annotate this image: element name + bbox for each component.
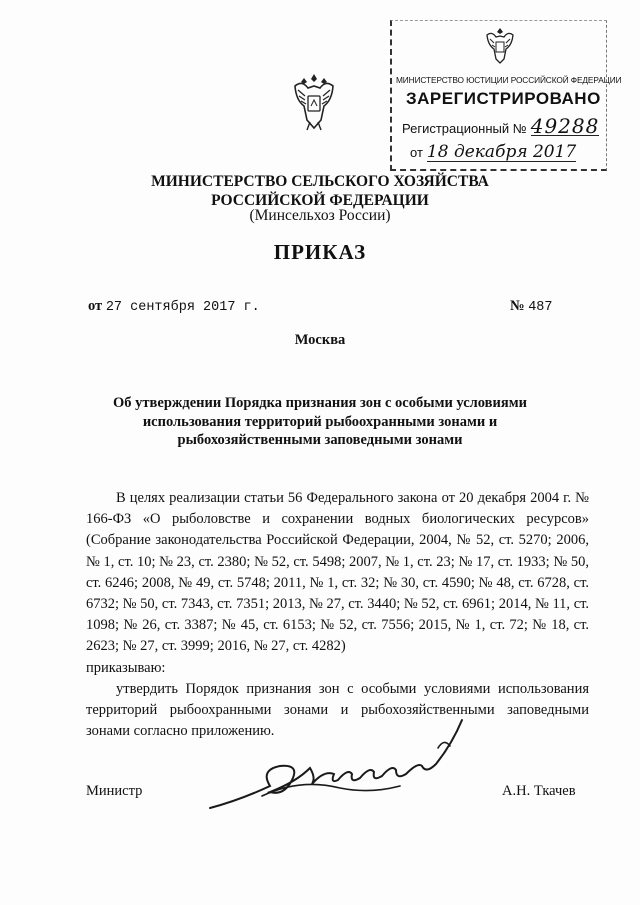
ministry-name	[120, 172, 520, 210]
subject-line1: Об утверждении Порядка признания зон с особыми условиями	[113, 395, 527, 411]
stamp-status: ЗАРЕГИСТРИРОВАНО	[406, 89, 601, 108]
order-date-value: 27 сентября 2017 г.	[105, 300, 260, 315]
coat-of-arms-icon	[290, 70, 338, 136]
order-number-value: 487	[528, 300, 553, 315]
registration-stamp	[390, 20, 622, 171]
document-type: ПРИКАЗ	[273, 240, 367, 264]
ministry-name-line2: РОССИЙСКОЙ ФЕДЕРАЦИИ	[211, 192, 429, 209]
signer-position: Министр	[86, 783, 143, 799]
order-date-label: от	[88, 298, 103, 314]
preamble-paragraph: В целях реализации статьи 56 Федерального закона от 20 декабря 2004 г. № 166-ФЗ «О рыболовстве и сохранении водных биологических ресурсов» (Собрание законодательства Российской Федерации, 2004, № 52, ст. 5270; 2006, № 1, ст. 10; № 23, ст. 2380; № 52, ст. 5498; 2007, № 1, ст. 23; № 17, ст. 1933; № 50, ст. 6246; 2008, № 49, ст. 5748; 2011, № 1, ст. 32; № 30, ст. 4590; № 48, ст. 6728, ст. 6732; № 50, ст. 7343, ст. 7351; 2013, № 27, ст. 3440; № 52, ст. 6961; 2014, № 11, ст. 1098; № 26, ст. 3387; № 45, ст. 6153; № 52, ст. 7556; 2015, № 1, ст. 72; № 18, ст. 2623; № 27, ст. 3999; 2016, № 27, ст. 4282)	[86, 490, 589, 655]
handwritten-signature	[200, 708, 480, 824]
order-number	[510, 298, 553, 315]
decision-paragraph: утвердить Порядок признания зон с особыми условиями использования территорий рыбоохранными зонами и рыбохозяйственными заповедными зонами согласно приложению.	[86, 680, 589, 740]
order-subject	[100, 394, 540, 450]
subject-line3: рыбохозяйственными заповедными зонами	[177, 432, 463, 448]
stamp-date-row	[410, 143, 606, 165]
stamp-registration-number: 49288	[530, 114, 600, 138]
ministry-name-line1: МИНИСТЕРСТВО СЕЛЬСКОГО ХОЗЯЙСТВА	[151, 173, 489, 190]
stamp-registration-label: Регистрационный №	[402, 121, 527, 136]
stamp-date-value: 18 декабря 2017	[426, 142, 577, 162]
city: Москва	[294, 332, 346, 348]
ministry-short-name: (Минсельхоз России)	[249, 207, 391, 224]
order-number-label: №	[510, 298, 525, 314]
order-body	[86, 488, 589, 742]
stamp-ministry-name: МИНИСТЕРСТВО ЮСТИЦИИ РОССИЙСКОЙ ФЕДЕРАЦИИ	[396, 75, 622, 85]
order-word: приказываю:	[86, 659, 166, 676]
signer-name: А.Н. Ткачев	[502, 783, 576, 799]
order-date	[88, 298, 260, 315]
stamp-registration-row	[402, 114, 606, 139]
subject-line2: использования территорий рыбоохранными зонами и	[142, 413, 498, 430]
coat-of-arms-icon	[482, 25, 518, 67]
stamp-date-label: от	[410, 145, 423, 160]
